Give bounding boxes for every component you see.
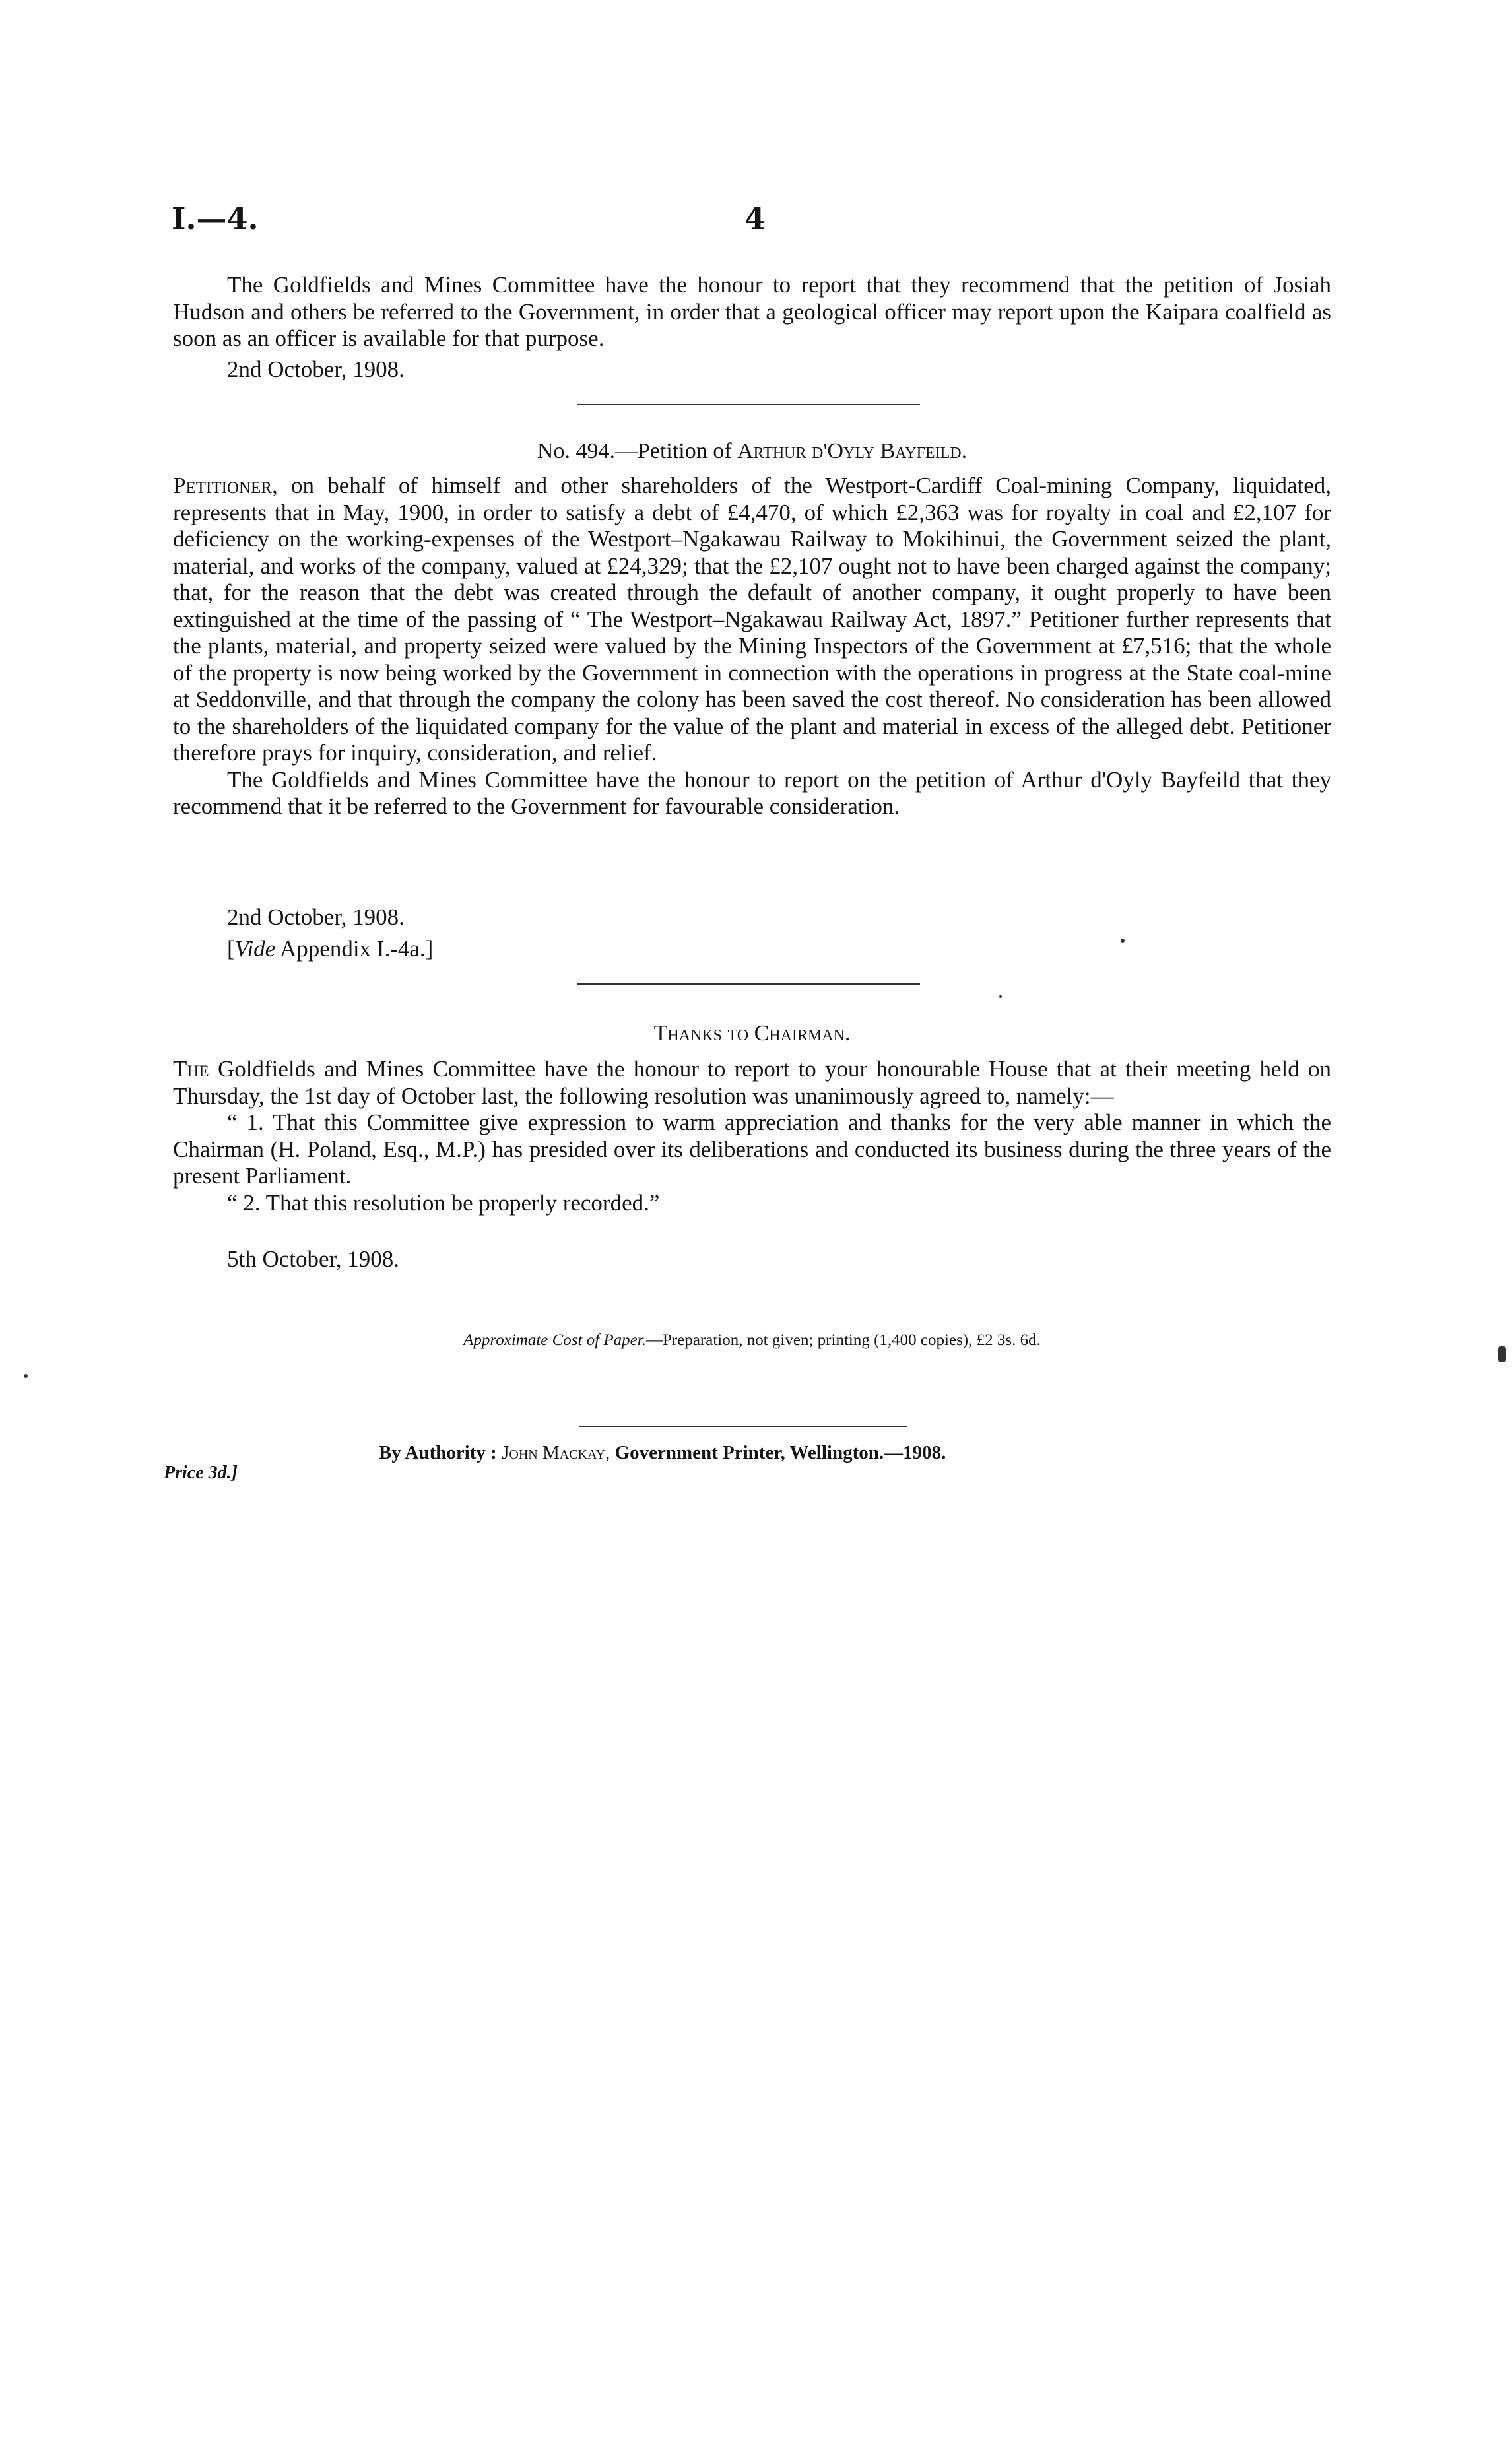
resolution-two: “ 2. That this resolution be properly recorded.” (227, 1189, 660, 1216)
petition-paragraph (173, 473, 1331, 767)
page-number: 4 (744, 201, 766, 236)
thanks-lead: The (173, 1056, 209, 1082)
scan-speck (24, 1374, 28, 1378)
paper-reference: I.—4. (172, 201, 259, 236)
petitioner-name: Arthur d'Oyly Bayfeild. (737, 439, 968, 463)
petition-number: No. 494.—Petition of (537, 439, 732, 463)
petition-text: on behalf of himself and other shareholders of the Westport-Cardiff Coal-mining Company, liquidated, represents that in May, 1900, in order to satisfy a debt of £4,470, of which £2,363 was for royalty in coal and £2,107 for deficiency on the working-expenses of the Westport–Ngakawau Railway to Mokihinui, the Government seized the plant, material, and works of the company, valued at £24,329; that the £2,107 ought not to have been charged against the company; that, for the reason that the debt was created through the default of another company, it ought properly to have been extinguished at the time of the passing of “ The Westport–Ngakawau Railway Act, 1897.” Petitioner further represents that the plants, material, and property seized were valued by the Mining Inspectors of the Government at £7,516; that the whole of the property is now being worked by the Government in connection with the operations in progress at the State coal-mine at Seddonville, and that through the company the colony has been saved the cost thereof. No consideration has been allowed to the shareholders of the liquidated company for the value of the plant and material in excess of the alleged debt. Petitioner therefore prays for inquiry, consideration, and relief. (173, 473, 1331, 766)
report-paragraph: The Goldfields and Mines Committee have the honour to report that they recommend that the petition of Josiah Hudson and others be referred to the Government, in order that a geological officer may report upon the Kaipara coalfield as soon as an officer is available for that purpose. (173, 272, 1331, 351)
section-divider (577, 983, 920, 985)
petition-report-date: 2nd October, 1908. (227, 904, 405, 930)
paper-cost-note: Approximate Cost of Paper.—Preparation, not given; printing (1,400 copies), £2 3s. 6d. (463, 1331, 1041, 1349)
price-note: Price 3d.] (164, 1463, 238, 1483)
thanks-date: 5th October, 1908. (227, 1246, 400, 1272)
committee-report-kaipara (173, 272, 1331, 352)
section-divider (577, 404, 920, 405)
resolution-one: “ 1. That this Committee give expression to warm appreciation and thanks for the very able manner in which the Chairman (H. Poland, Esq., M.P.) has presided over its deliberations and conducted its business during the three years of the present Parliament. (173, 1109, 1331, 1189)
report-date: 2nd October, 1908. (227, 356, 405, 382)
scan-mark (1498, 1346, 1506, 1362)
scan-speck (999, 995, 1002, 998)
footer-divider (579, 1426, 907, 1427)
thanks-intro: The Goldfields and Mines Committee have the honour to report to your honourable House that at their meeting held on Thursday, the 1st day of October last, the following resolution was unanimously agreed to, namely:— (173, 1056, 1331, 1109)
thanks-body (173, 1056, 1331, 1216)
committee-recommendation: The Goldfields and Mines Committee have the honour to report on the petition of Arthur d'Oyly Bayfeild that they recommend that it be referred to the Government for favourable consideration. (173, 766, 1331, 819)
thanks-heading: Thanks to Chairman. (653, 1021, 851, 1045)
scan-speck (1121, 939, 1125, 943)
printer-name: John Mackay, (502, 1442, 610, 1463)
petition-heading (173, 438, 1331, 465)
petitioner-lead: Petitioner, (173, 473, 278, 498)
appendix-reference: [Vide Appendix I.-4a.] (227, 936, 434, 962)
petition-body (173, 473, 1331, 820)
printer-imprint: By Authority : John Mackay, Government Printer, Wellington.—1908. (379, 1442, 946, 1463)
